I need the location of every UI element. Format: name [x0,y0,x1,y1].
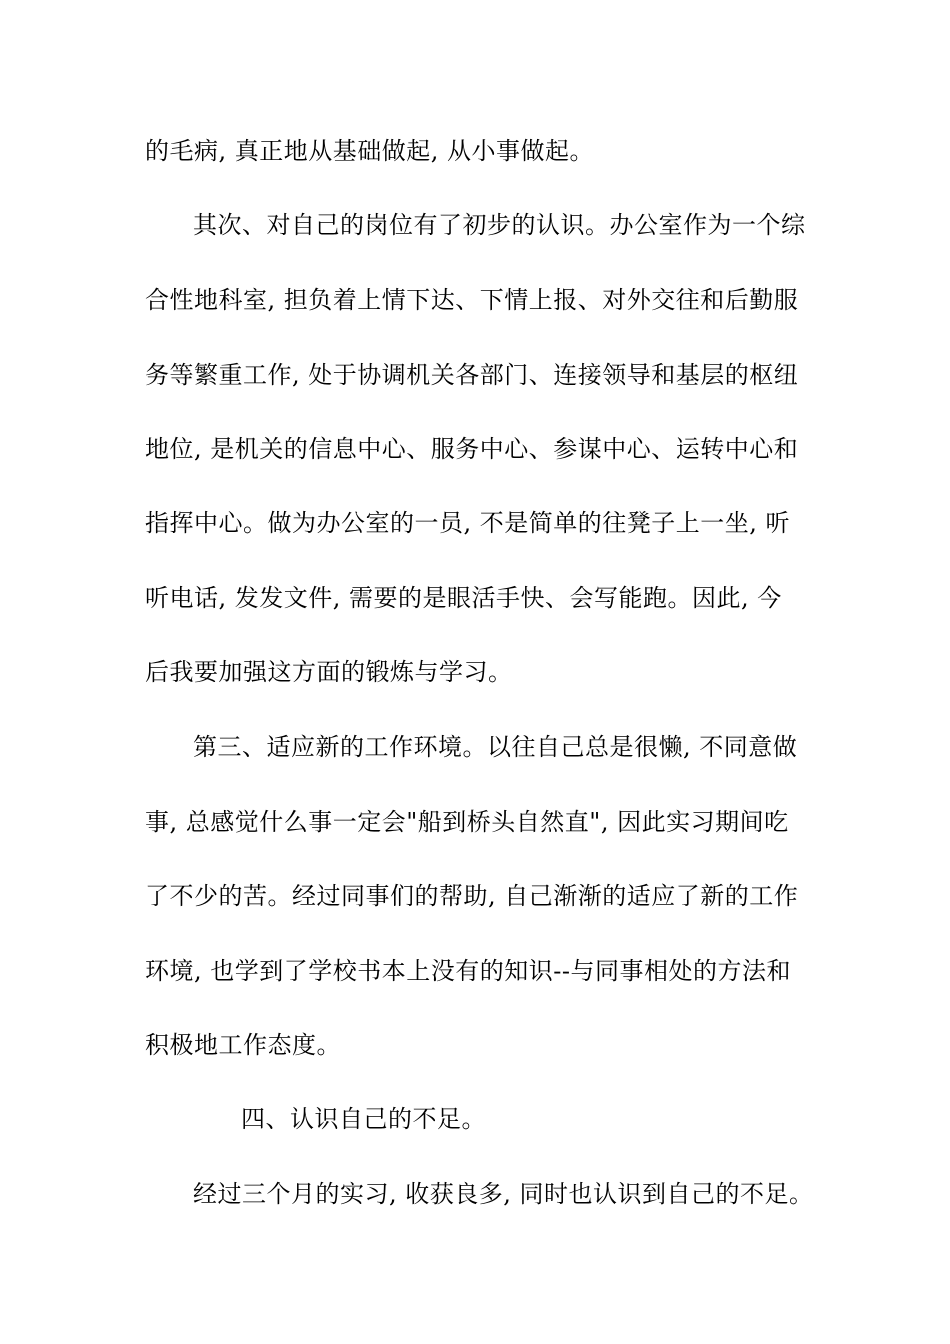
paragraph-line: 合性地科室, 担负着上情下达、下情上报、对外交往和后勤服 [145,286,799,314]
paragraph-line: 第三、适应新的工作环境。以往自己总是很懒, 不同意做 [193,733,798,761]
paragraph-line: 的毛病, 真正地从基础做起, 从小事做起。 [145,137,595,165]
paragraph-line: 环境, 也学到了学校书本上没有的知识--与同事相处的方法和 [145,957,791,985]
paragraph-line: 事, 总感觉什么事一定会"船到桥头自然直", 因此实习期间吃 [145,808,789,836]
paragraph-line: 地位, 是机关的信息中心、服务中心、参谋中心、运转中心和 [145,435,799,463]
paragraph-line: 务等繁重工作, 处于协调机关各部门、连接领导和基层的枢纽 [145,361,799,389]
paragraph-line: 指挥中心。做为办公室的一员, 不是简单的往凳子上一坐, 听 [145,509,791,537]
paragraph-line: 其次、对自己的岗位有了初步的认识。办公室作为一个综 [193,211,806,239]
paragraph-line: 后我要加强这方面的锻炼与学习。 [145,658,513,686]
paragraph-line: 积极地工作态度。 [145,1031,341,1059]
section-heading: 四、认识自己的不足。 [241,1105,486,1133]
paragraph-line: 了不少的苦。经过同事们的帮助, 自己渐渐的适应了新的工作 [145,882,799,910]
paragraph-line: 听电话, 发发文件, 需要的是眼活手快、会写能跑。因此, 今 [145,584,782,612]
paragraph-line: 经过三个月的实习, 收获良多, 同时也认识到自己的不足。 [193,1180,814,1208]
